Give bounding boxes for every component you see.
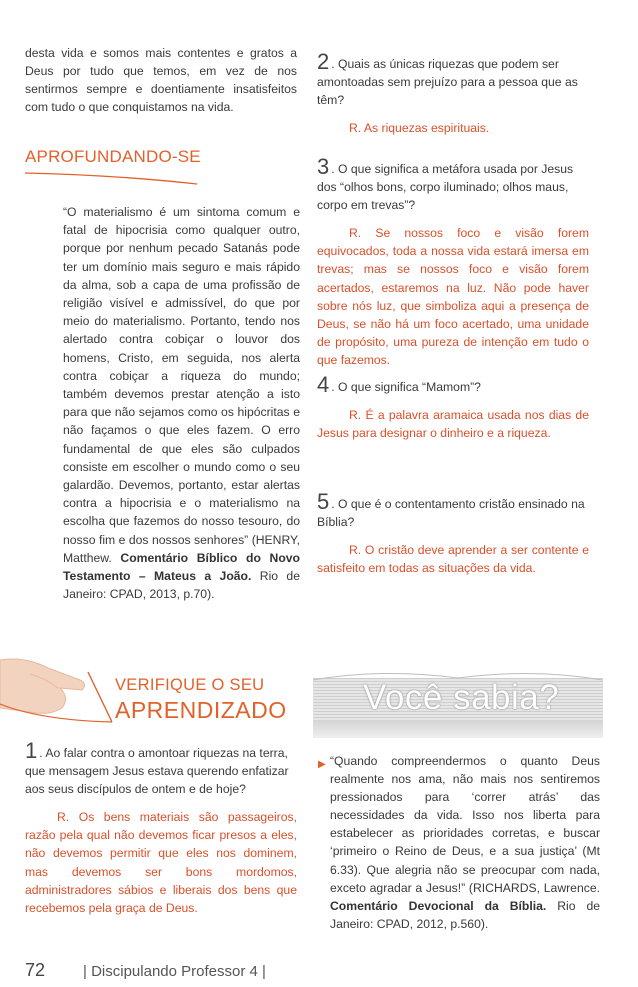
question-4 — [317, 372, 589, 442]
quote-author: (HENRY, Matthew. — [63, 532, 301, 565]
did-you-know-text: ▶ “Quando compreendermos o quanto Deus realmente nos ama, não mais nos sentiremos pressionados para ‘correr atrás’ das necessidades da vida. Isso nos liberta para estabelecer as prioridades corretas, e buscar ‘primeiro o Reino de Deus, e a sua justiça’ (Mt 6.33). Que alegria não se preocupar com nada, exceto agradar a Jesus!” (RICHARDS, Lawrence. Comentário Devocional da Bíblia. Rio de Janeiro: CPAD, 2012, p.560). — [318, 754, 601, 931]
section-underline — [25, 171, 200, 185]
intro-paragraph: desta vida e somos mais contentes e gratos a Deus por tudo que temos, em vez de nos sentirmos sempre e doentiamente insatisfeitos com tudo o que conquistamos na vida. — [25, 46, 297, 115]
question-1 — [25, 738, 297, 917]
question-text: . Quais as únicas riquezas que podem ser amontoadas sem prejuízo para a pessoa que as têm? — [317, 57, 578, 108]
arrow-icon: ▶ — [318, 759, 326, 770]
question-2 — [317, 49, 589, 137]
question-number: 4 — [317, 372, 330, 397]
page-footer — [25, 960, 266, 981]
answer-text: R. O cristão deve aprender a ser contente e satisfeito em todas as situações da vida. — [317, 543, 589, 576]
quote-book: Comentário Bíblico do Novo Testamento – Mateus a João. — [63, 550, 300, 584]
question-text: . Ao falar contra o amontoar riquezas na terra, que mensagem Jesus estava querendo enfatizar aos seus discípulos de ontem e de hoje? — [25, 746, 289, 797]
quote-text: “O materialismo é um sintoma comum e fatal de hipocrisia como qualquer outro, porque por nenhum pecado Satanás pode ter um domínio mais seguro e mais rápido da alma, sob a capa de uma profissão de religião visível e admissível, do que por meio do materialismo. Portanto, tendo nos alertado contra cobiçar o louvor dos homens, Cristo, em seguida, nos alerta contra cobiçar a riqueza do mundo; também devemos prestar atenção a isto para que não sejamos como os hipócritas e não façamos o que eles fazem. O erro fundamental de que eles são culpados consiste em escolher o mundo como o seu galardão. Devemos, portanto, estar alertas contra a hipocrisia e o materialismo na escolha que fazemos do nosso tesouro, do nosso fim e dos nossos senhores” — [63, 205, 300, 547]
question-5 — [317, 489, 589, 577]
verify-title-line2: APRENDIZADO — [115, 697, 287, 723]
footer-label: | Discipulando Professor 4 | — [83, 963, 266, 980]
question-3 — [317, 154, 589, 369]
quote-publisher: Rio de Janeiro: CPAD, 2013, p.70). — [63, 569, 300, 602]
answer-text: R. As riquezas espirituais. — [349, 121, 490, 136]
question-text: . O que significa “Mamom”? — [331, 380, 481, 394]
question-number: 1 — [25, 738, 38, 763]
question-number: 5 — [317, 489, 330, 514]
pointing-hand-icon — [0, 638, 120, 738]
question-text: . O que é o contentamento cristão ensinado na Bíblia? — [317, 497, 585, 530]
sidebar-publisher: Rio de Janeiro: CPAD, 2012, p.560). — [330, 898, 601, 931]
question-number: 3 — [317, 154, 330, 179]
quote-block — [63, 203, 300, 603]
answer-text: R. Os bens materiais são passageiros, razão pela qual não devemos ficar presos a eles, não devemos permitir que eles nos dominem, mas devemos ser bons mordomos, administradores sábios e liberais dos bens que recebemos pela graça de Deus. — [25, 810, 297, 915]
banner-gradient-strip — [313, 720, 603, 738]
did-you-know-title: Você sabia? — [363, 678, 560, 717]
verify-header — [0, 638, 300, 738]
sidebar-book: Comentário Devocional da Bíblia. — [330, 898, 547, 913]
question-text: . O que significa a metáfora usada por Jesus dos “olhos bons, corpo iluminado; olhos maus, corpo em trevas”? — [317, 162, 574, 213]
book-arc-decoration — [313, 668, 603, 688]
section-heading: APROFUNDANDO-SE — [25, 147, 201, 166]
answer-text: R. Se nossos foco e visão forem equivocados, toda a nossa vida estará imersa em trevas; mas se nossos foco e visão forem acertados, estaremos na luz. Não pode haver sobre nós luz, que simboliza aqui a presença de Deus, se não há um foco acertado, uma unidade de propósito, uma pureza de intenção em tudo o que fazemos. — [317, 226, 589, 367]
did-you-know-box — [313, 668, 603, 950]
answer-text: R. É a palavra aramaica usada nos dias de Jesus para designar o dinheiro e a riqueza. — [317, 408, 589, 441]
page-number: 72 — [25, 960, 46, 980]
verify-title-line1: VERIFIQUE O SEU — [115, 676, 265, 694]
question-number: 2 — [317, 49, 330, 74]
